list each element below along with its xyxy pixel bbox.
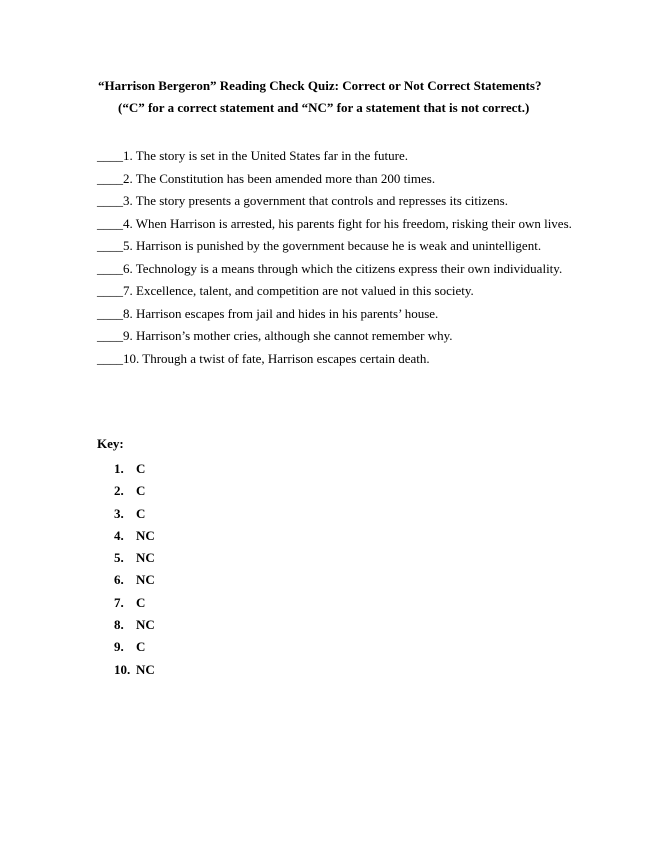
question-9: ____9. Harrison’s mother cries, although she cannot remember why. (97, 328, 453, 343)
key-item-9 (114, 636, 155, 658)
key-number: 6. (114, 572, 124, 588)
quiz-title: “Harrison Bergeron” Reading Check Quiz: Correct or Not Correct Statements? (98, 78, 542, 93)
question-2: ____2. The Constitution has been amended more than 200 times. (97, 170, 436, 186)
answer-key-list (114, 458, 155, 681)
question-list (97, 145, 577, 370)
key-item-10 (114, 659, 155, 681)
question-10: ____10. Through a twist of fate, Harrison escapes certain death. (97, 350, 430, 366)
key-item-2 (114, 480, 155, 502)
quiz-instructions: (“C” for a correct statement and “NC” for a statement that is not correct.) (118, 100, 530, 115)
key-number: 7. (114, 594, 124, 610)
key-answer: NC (136, 661, 155, 677)
key-item-4 (114, 525, 155, 547)
key-number: 4. (114, 527, 124, 543)
key-answer: NC (136, 550, 155, 566)
key-answer: NC (136, 617, 155, 633)
question-8: ____8. Harrison escapes from jail and hides in his parents’ house. (97, 305, 439, 321)
key-number: 5. (114, 550, 124, 566)
key-item-6 (114, 569, 155, 591)
key-answer: C (136, 483, 146, 499)
key-item-3 (114, 503, 155, 525)
key-number: 1. (114, 461, 124, 476)
key-answer: C (136, 594, 146, 610)
key-answer: C (136, 461, 146, 476)
question-7: ____7. Excellence, talent, and competition are not valued in this society. (97, 283, 474, 298)
key-number: 9. (114, 639, 124, 655)
question-6: ____6. Technology is a means through which the citizens express their own individuality. (97, 260, 563, 276)
key-answer: C (136, 639, 146, 655)
key-number: 8. (114, 617, 124, 633)
key-number: 10. (114, 661, 131, 677)
key-item-5 (114, 547, 155, 569)
question-1: ____1. The story is set in the United States far in the future. (97, 148, 408, 163)
key-number: 2. (114, 483, 124, 499)
question-5: ____5. Harrison is punished by the government because he is weak and unintelligent. (97, 238, 542, 253)
key-answer: C (136, 505, 146, 521)
key-item-8 (114, 614, 155, 636)
question-4: ____4. When Harrison is arrested, his parents fight for his freedom, risking their own lives. (97, 215, 572, 231)
key-item-1 (114, 458, 155, 480)
key-answer: NC (136, 572, 155, 588)
key-item-7 (114, 592, 155, 614)
key-number: 3. (114, 505, 124, 521)
key-answer: NC (136, 527, 155, 543)
question-3: ____3. The story presents a government that controls and represses its citizens. (97, 193, 508, 208)
answer-key-label: Key: (97, 436, 124, 451)
